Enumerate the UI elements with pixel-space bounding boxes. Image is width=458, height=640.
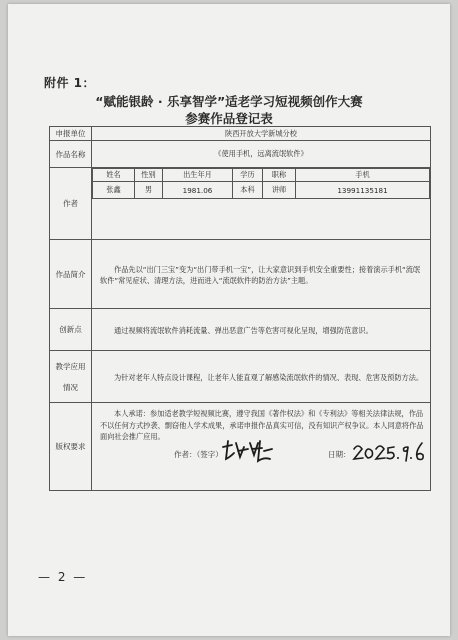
- author-education: 本科: [233, 182, 263, 199]
- author-label: 作者: [50, 168, 92, 240]
- author-gender: 男: [135, 182, 163, 199]
- author-table: [92, 168, 430, 199]
- teaching-label-line1: 教学应用: [55, 361, 86, 371]
- author-birth: 1981.06: [163, 182, 233, 199]
- header-gender: 性别: [135, 169, 163, 182]
- author-title: 讲师: [263, 182, 296, 199]
- author-name: 张鑫: [93, 182, 135, 199]
- intro-text: 作品先以“出门三宝”变为“出门带手机一宝”，让大家意识到手机安全重要性；接着演示手机“流氓软件”常见症状、清理方法，进而进入“流氓软件的防治方法”主题。: [100, 264, 421, 285]
- teaching-cell: [92, 351, 431, 403]
- header-name: 姓名: [93, 169, 135, 182]
- header-education: 学历: [233, 169, 263, 182]
- teaching-label-cell: [50, 351, 92, 403]
- author-sign-label: 作者：（签字）: [174, 449, 223, 459]
- innovation-cell: [92, 309, 431, 351]
- innovation-row: [50, 309, 431, 351]
- unit-value: 陕西开放大学新城分校: [92, 127, 431, 141]
- work-name-row: [50, 141, 431, 168]
- handwritten-date: [350, 439, 430, 465]
- registration-form: [49, 126, 431, 491]
- intro-cell: [92, 240, 431, 309]
- page-number: — 2 —: [38, 570, 88, 584]
- signature-row: [92, 443, 430, 483]
- innovation-label: 创新点: [50, 309, 92, 351]
- author-row: [50, 168, 431, 240]
- copyright-label: 版权要求: [50, 403, 92, 491]
- document-subtitle: 参赛作品登记表: [185, 111, 273, 126]
- copyright-cell: [92, 403, 431, 491]
- intro-row: [50, 240, 431, 309]
- work-name-value: 《使用手机，远离流氓软件》: [92, 141, 431, 168]
- author-phone: 13991135181: [296, 182, 430, 199]
- teaching-row: [50, 351, 431, 403]
- document-title: “赋能银龄 · 乐享智学”适老学习短视频创作大赛: [95, 94, 363, 109]
- copyright-row: [50, 403, 431, 491]
- author-cell: [92, 168, 431, 240]
- author-header-row: [93, 169, 430, 182]
- innovation-text: 通过视频将流氓软件消耗流量、弹出恶意广告等危害可视化呈现，增强防范意识。: [114, 325, 373, 335]
- work-name-label: 作品名称: [50, 141, 92, 168]
- unit-label: 申报单位: [50, 127, 92, 141]
- copyright-text: 本人承诺：参加适老教学短视频比赛，遵守我国《著作权法》和《专利法》等相关法律法规，作品不以任何方式抄袭、剽窃他人学术成果，承诺申报作品真实可信，没有知识产权争议。本人同意将作品面向社会推广应用。: [100, 409, 424, 441]
- header-title: 职称: [263, 169, 296, 182]
- attachment-label: 附件 1：: [44, 76, 96, 90]
- intro-label: 作品简介: [50, 240, 92, 309]
- author-data-row: [93, 182, 430, 199]
- unit-row: [50, 127, 431, 141]
- header-birth: 出生年月: [163, 169, 233, 182]
- teaching-label-line2: 情况: [63, 382, 78, 392]
- teaching-text: 为针对老年人特点设计课程，让老年人能直观了解感染流氓软件的情况、表现、危害及预防方法。: [114, 372, 424, 382]
- header-phone: 手机: [296, 169, 430, 182]
- handwritten-signature: [220, 437, 276, 467]
- date-label: 日期：: [328, 449, 351, 459]
